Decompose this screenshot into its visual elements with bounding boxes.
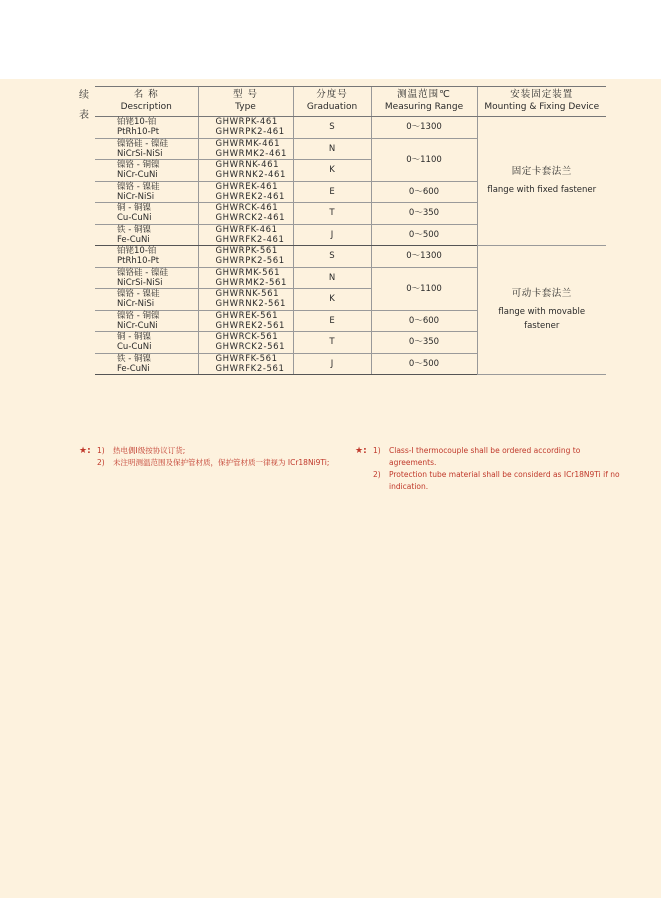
thermocouple-spec-table (95, 86, 606, 375)
header-mounting-device: 安装固定装置 Mounting & Fixing Device (477, 87, 606, 117)
note-item: 2) 未注明测温范围及保护管材质，保护管材质一律视为 ICr18Ni9Ti; (97, 458, 330, 467)
cell-type: GHWRMK-561 GHWRMK2-561 (198, 267, 293, 289)
star-icon: ★: (355, 446, 367, 456)
cell-range: 0～500 (371, 224, 477, 246)
note-item: ★: 1) 热电偶Ⅰ级按协议订货; (79, 446, 186, 456)
cell-graduation: S (293, 117, 371, 139)
cell-graduation: S (293, 246, 371, 268)
star-icon: ★: (79, 446, 91, 456)
cell-graduation: K (293, 289, 371, 311)
header-type: 型 号 Type (198, 87, 293, 117)
cell-graduation: E (293, 181, 371, 203)
cell-range: 0～600 (371, 310, 477, 332)
notes-chinese (79, 445, 349, 469)
header-measuring-range: 测温范围℃ Measuring Range (371, 87, 477, 117)
cell-type: GHWREK-461 GHWREK2-461 (198, 181, 293, 203)
cell-description: 铁 - 铜镍 Fe-CuNi (95, 353, 198, 375)
cell-range: 0～1300 (371, 117, 477, 139)
cell-description: 镍铬 - 铜镍 NiCr-CuNi (95, 310, 198, 332)
cell-graduation: T (293, 203, 371, 225)
notes-english (355, 445, 620, 493)
cell-type: GHWREK-561 GHWREK2-561 (198, 310, 293, 332)
cell-type: GHWRPK-561 GHWRPK2-561 (198, 246, 293, 268)
table-header-row (95, 87, 606, 117)
cell-range: 0～1100 (371, 267, 477, 310)
cell-range: 0～350 (371, 332, 477, 354)
table-row (95, 246, 606, 268)
cell-description: 镍铬硅 - 镍硅 NiCrSi-NiSi (95, 138, 198, 160)
cell-mounting-movable: 可动卡套法兰 flange with movable fastener (477, 246, 606, 375)
cell-range: 0～1100 (371, 138, 477, 181)
cell-graduation: N (293, 138, 371, 160)
continued-label (79, 86, 91, 126)
continued-label-char: 表 (79, 110, 89, 121)
cell-graduation: J (293, 353, 371, 375)
cell-description: 镍铬硅 - 镍硅 NiCrSi-NiSi (95, 267, 198, 289)
cell-description: 镍铬 - 铜镍 NiCr-CuNi (95, 160, 198, 182)
cell-description: 镍铬 - 镍硅 NiCr-NiSi (95, 181, 198, 203)
cell-range: 0～500 (371, 353, 477, 375)
cell-range: 0～1300 (371, 246, 477, 268)
cell-type: GHWRCK-561 GHWRCK2-561 (198, 332, 293, 354)
continued-label-char: 续 (79, 90, 89, 101)
cell-graduation: T (293, 332, 371, 354)
cell-type: GHWRFK-561 GHWRFK2-561 (198, 353, 293, 375)
cell-type: GHWRNK-561 GHWRNK2-561 (198, 289, 293, 311)
cell-graduation: K (293, 160, 371, 182)
cell-description: 铂铑10-铂 PtRh10-Pt (95, 246, 198, 268)
cell-graduation: N (293, 267, 371, 289)
note-item: 2) Protection tube material shall be considerd as ICr18N9Ti if no indication. (373, 470, 620, 491)
cell-description: 铜 - 铜镍 Cu-CuNi (95, 203, 198, 225)
cell-graduation: J (293, 224, 371, 246)
cell-range: 0～350 (371, 203, 477, 225)
cell-description: 铜 - 铜镍 Cu-CuNi (95, 332, 198, 354)
cell-mounting-fixed: 固定卡套法兰 flange with fixed fastener (477, 117, 606, 246)
cell-type: GHWRMK-461 GHWRMK2-461 (198, 138, 293, 160)
cell-description: 铂铑10-铂 PtRh10-Pt (95, 117, 198, 139)
cell-graduation: E (293, 310, 371, 332)
header-description: 名 称 Description (95, 87, 198, 117)
header-graduation: 分度号 Graduation (293, 87, 371, 117)
cell-type: GHWRPK-461 GHWRPK2-461 (198, 117, 293, 139)
cell-type: GHWRFK-461 GHWRFK2-461 (198, 224, 293, 246)
cell-type: GHWRCK-461 GHWRCK2-461 (198, 203, 293, 225)
table-row (95, 117, 606, 139)
cell-description: 铁 - 铜镍 Fe-CuNi (95, 224, 198, 246)
cell-description: 镍铬 - 镍硅 NiCr-NiSi (95, 289, 198, 311)
cell-range: 0～600 (371, 181, 477, 203)
cell-type: GHWRNK-461 GHWRNK2-461 (198, 160, 293, 182)
note-item: ★: 1) Class-Ⅰ thermocouple shall be ordered according to agreements. (355, 446, 581, 467)
